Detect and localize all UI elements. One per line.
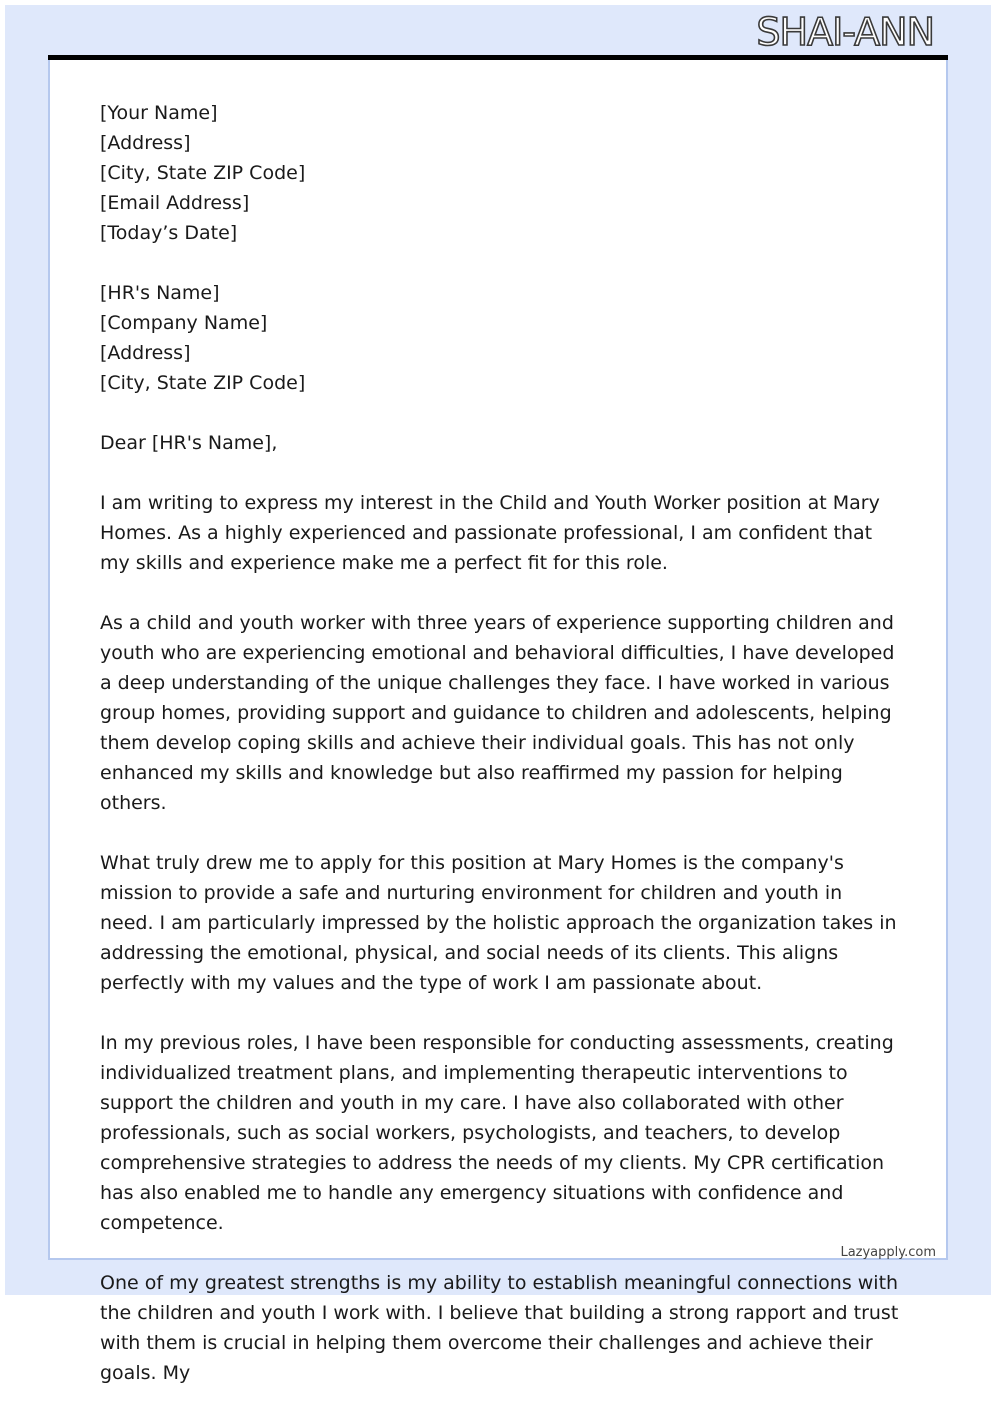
sender-city-state-zip: [City, State ZIP Code] xyxy=(100,162,306,184)
body-paragraph-4: In my previous roles, I have been responsible for conducting assessments, creating individualized treatment plans, and implementing therapeutic interventions to support the children and youth in my care. I have also collaborated with other professionals, such as social workers, psychologists, and teachers, to develop comprehensive strategies to address the needs of my clients. My CPR certification has also enabled me to handle any emergency situations with confidence and competence. xyxy=(100,1032,894,1234)
recipient-block xyxy=(100,278,900,398)
body-paragraph-1: I am writing to express my interest in the Child and Youth Worker position at Mary Homes. As a highly experienced and passionate professional, I am confident that my skills and experience make me a perfect fit for this role. xyxy=(100,492,880,574)
brand-name: SHAI-ANN xyxy=(756,10,934,54)
recipient-name: [HR's Name] xyxy=(100,282,220,304)
recipient-address: [Address] xyxy=(100,342,191,364)
sender-address: [Address] xyxy=(100,132,191,154)
recipient-company: [Company Name] xyxy=(100,312,268,334)
cover-letter xyxy=(100,98,900,1418)
sender-email: [Email Address] xyxy=(100,192,250,214)
salutation: Dear [HR's Name], xyxy=(100,432,278,454)
body-paragraph-2: As a child and youth worker with three years of experience supporting children and youth who are experiencing emotional and behavioral difficulties, I have developed a deep understanding of the unique challenges they face. I have worked in various group homes, providing support and guidance to children and adolescents, helping them develop coping skills and achieve their individual goals. This has not only enhanced my skills and knowledge but also reaffirmed my passion for helping others. xyxy=(100,612,895,814)
watermark: Lazyapply.com xyxy=(840,1245,936,1260)
body-paragraph-3: What truly drew me to apply for this position at Mary Homes is the company's mission to provide a safe and nurturing environment for children and youth in need. I am particularly impressed by the holistic approach the organization takes in addressing the emotional, physical, and social needs of its clients. This aligns perfectly with my values and the type of work I am passionate about. xyxy=(100,852,897,994)
letter-date: [Today’s Date] xyxy=(100,222,238,244)
sender-name: [Your Name] xyxy=(100,102,218,124)
body-paragraph-5: One of my greatest strengths is my ability to establish meaningful connections with the children and youth I work with. I believe that building a strong rapport and trust with them is crucial in helping them overcome their challenges and achieve their goals. My xyxy=(100,1272,899,1384)
recipient-city-state-zip: [City, State ZIP Code] xyxy=(100,372,306,394)
sender-block xyxy=(100,98,900,248)
